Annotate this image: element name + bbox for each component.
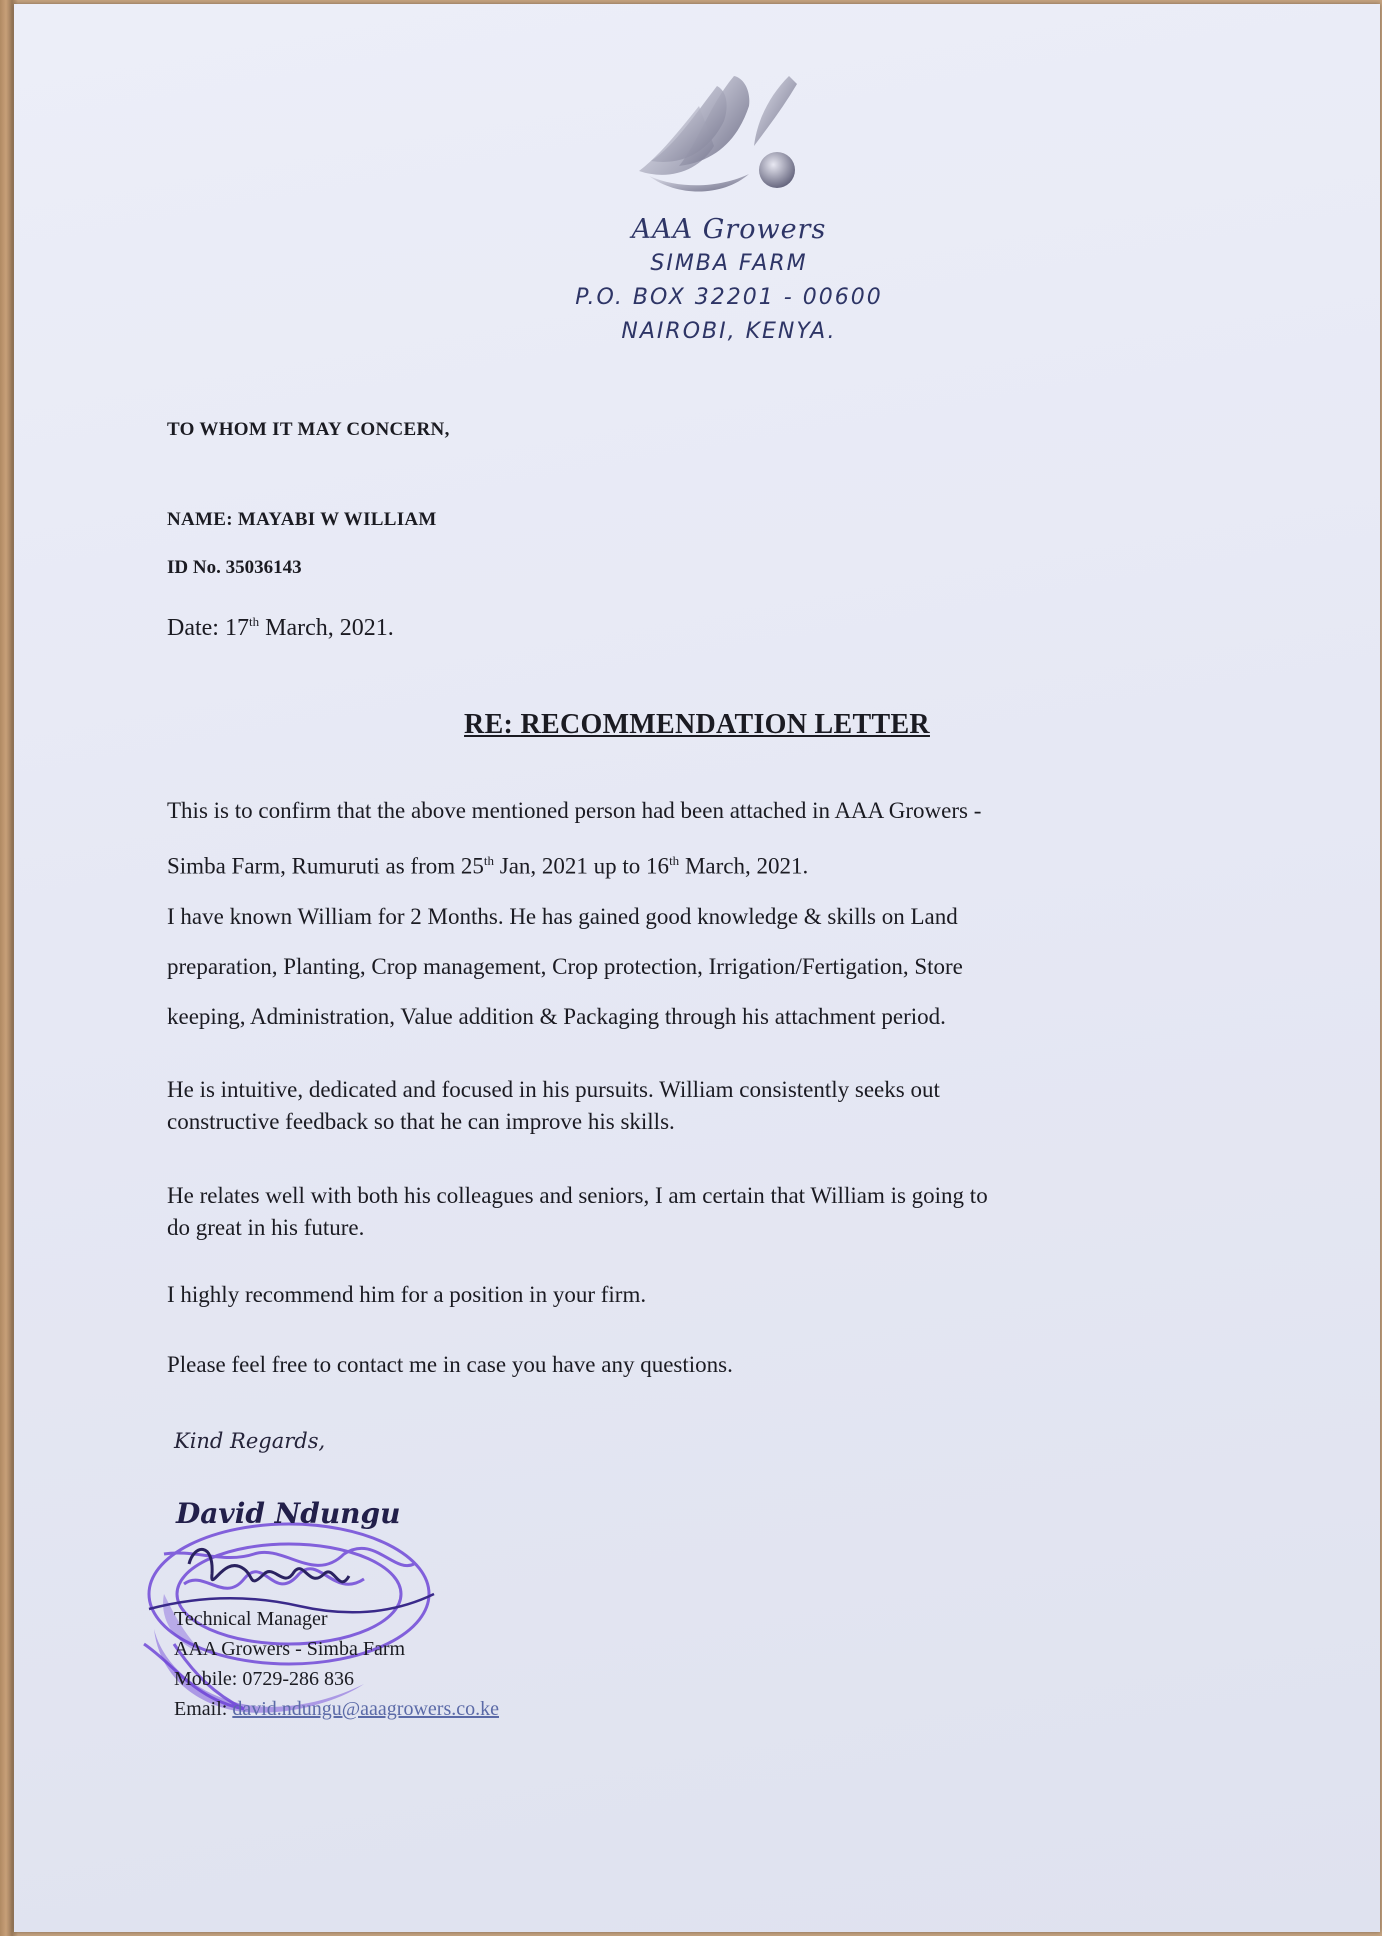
signatory-mobile: Mobile: 0729-286 836: [174, 1668, 354, 1690]
paragraph-attachment: [167, 786, 1267, 1042]
signatory-company: AAA Growers - Simba Farm: [174, 1638, 406, 1660]
p1-line-2: Simba Farm, Rumuruti as from 25th Jan, 2021 up to 16th March, 2021.: [167, 853, 809, 879]
date-suffix: March, 2021.: [259, 615, 394, 641]
paragraph-recommendation: I highly recommend him for a position in your firm.: [167, 1282, 647, 1307]
farm-name: SIMBA FARM: [650, 251, 808, 276]
paragraph-relations: He relates well with both his colleagues and seniors, I am certain that William is going to do great in his future.: [167, 1183, 988, 1240]
letter-page: [14, 4, 1380, 1932]
signature-block: [174, 1604, 499, 1724]
signatory-name: David Ndungu: [176, 1497, 401, 1530]
company-name: AAA Growers: [631, 214, 827, 245]
letter-date: [167, 614, 394, 642]
po-box: P.O. BOX 32201 - 00600: [575, 285, 883, 310]
paragraph-contact: Please feel free to contact me in case you have any questions.: [167, 1352, 733, 1377]
candidate-name: NAME: MAYABI W WILLIAM: [167, 509, 437, 530]
p1-line-4: preparation, Planting, Crop management, Crop protection, Irrigation/Fertigation, Store: [167, 953, 963, 979]
paragraph-qualities: He is intuitive, dedicated and focused in his pursuits. William consistently seeks out constructive feedback so that he can improve his skills.: [167, 1077, 940, 1134]
p1-line-1: This is to confirm that the above mentioned person had been attached in AAA Growers -: [167, 798, 982, 823]
letter-subject: RE: RECOMMENDATION LETTER: [464, 709, 930, 740]
salutation: TO WHOM IT MAY CONCERN,: [167, 419, 450, 440]
p1-line-3: I have known William for 2 Months. He has gained good knowledge & skills on Land: [167, 903, 958, 929]
closing: Kind Regards,: [174, 1429, 326, 1453]
p1-line-5: keeping, Administration, Value addition & Packaging through his attachment period.: [167, 1003, 946, 1029]
signatory-email: [174, 1694, 499, 1724]
date-prefix: Date: 17: [167, 615, 249, 641]
date-sup: th: [248, 614, 260, 629]
candidate-id: ID No. 35036143: [167, 557, 302, 578]
email-label: Email:: [174, 1698, 233, 1720]
email-link[interactable]: david.ndungu@aaagrowers.co.ke: [232, 1698, 499, 1720]
signatory-title: Technical Manager: [174, 1608, 328, 1630]
aaa-growers-logo-icon: [639, 66, 819, 206]
letterhead: [434, 214, 1024, 353]
city: NAIROBI, KENYA.: [621, 319, 837, 344]
